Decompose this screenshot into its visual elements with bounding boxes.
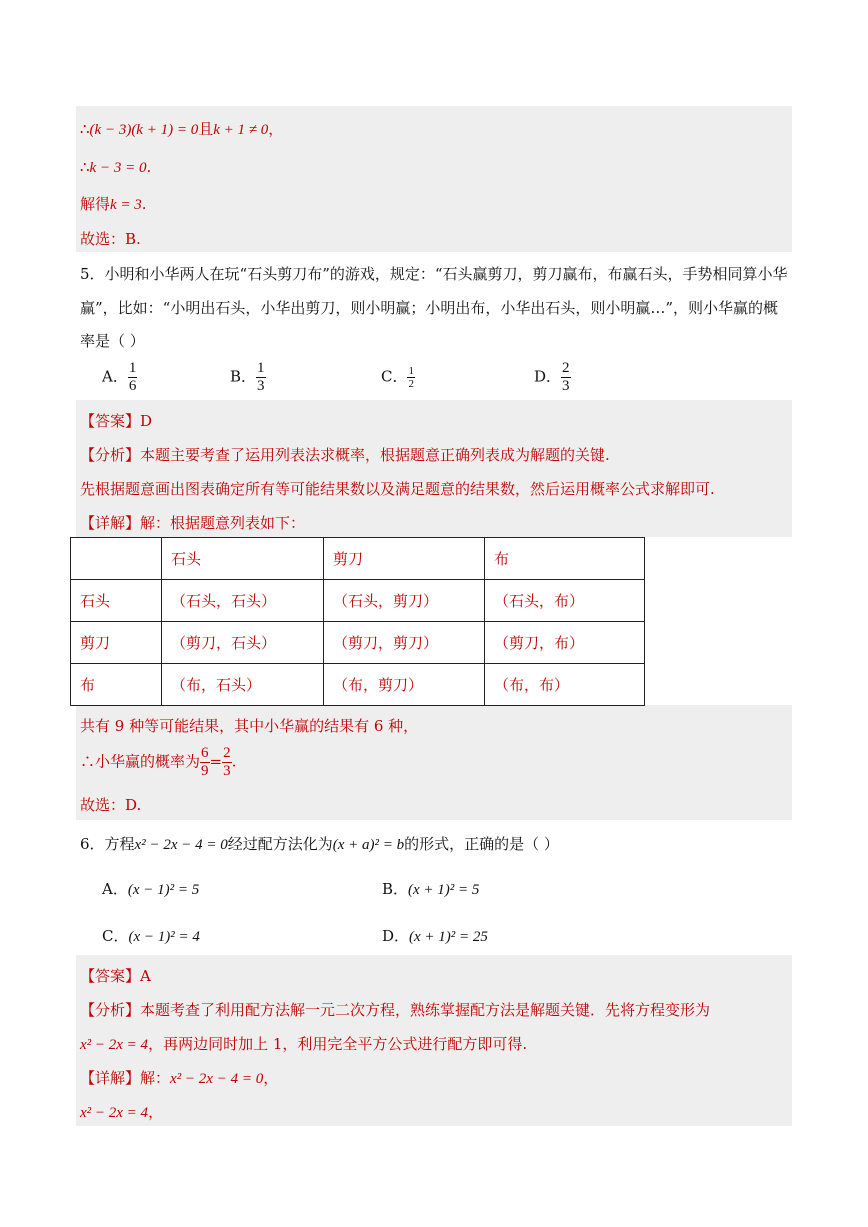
detail — [80, 512, 305, 533]
detail: 【详解】解：x² − 2x − 4 = 0， — [80, 1069, 279, 1087]
option-expression: (x + 1)² = 5 — [408, 882, 480, 898]
stem-middle: 经过配方法化为 — [227, 835, 333, 853]
option-expression: (x − 1)² = 5 — [127, 882, 200, 898]
denominator: 2 — [408, 378, 414, 390]
solution-step-1: ∴(k − 3)(k + 1) = 0且k + 1 ≠ 0， — [80, 120, 284, 138]
option-letter: D． — [382, 927, 410, 945]
analysis — [80, 999, 710, 1020]
table-cell: （剪刀，石头） — [162, 622, 324, 664]
detail-text: 解： — [140, 1069, 171, 1087]
equation: x² − 2x = 4 — [80, 1037, 149, 1053]
final-choice: 故选：B. — [80, 230, 141, 248]
result-count: 共有 9 种等可能结果，其中小华赢的结果有 6 种， — [80, 717, 419, 735]
question-6-stem — [80, 833, 559, 854]
equation: (k − 3)(k + 1) = 0 — [89, 122, 199, 138]
stem-prefix: 6．方程 — [80, 835, 135, 853]
equation: x² − 2x − 4 = 0 — [170, 1071, 264, 1087]
table-cell: （石头，剪刀） — [324, 580, 485, 622]
table-header-cell — [71, 538, 162, 580]
table-row — [71, 580, 645, 622]
step-prefix: 解得 — [80, 195, 111, 213]
detail-label: 【详解】 — [80, 514, 141, 532]
equation: (x + a)² = b — [332, 837, 405, 853]
probability-line — [80, 745, 236, 780]
analysis-text: 本题主要考查了运用列表法求概率，根据题意正确列表成为解题的关键. — [140, 446, 610, 464]
table-cell: （石头，石头） — [162, 580, 324, 622]
option-c — [102, 925, 200, 946]
analysis-line-2 — [80, 1033, 527, 1054]
table-cell: （布，布） — [485, 664, 645, 706]
option-d — [382, 925, 488, 946]
option-letter: A． — [102, 367, 128, 386]
table-cell: （布，剪刀） — [324, 664, 485, 706]
analysis-text-2: ，再两边同时加上 1，利用完全平方公式进行配方即可得. — [148, 1035, 528, 1053]
question-5-stem-line3: 率是（ ） — [80, 332, 145, 350]
option-d — [534, 360, 571, 395]
equation: x² − 2x = 4 — [80, 1105, 149, 1121]
option-expression: (x − 1)² = 4 — [128, 929, 200, 945]
option-expression: (x + 1)² = 25 — [409, 929, 488, 945]
denominator: 3 — [257, 378, 265, 394]
option-a — [102, 878, 199, 899]
fraction — [561, 360, 571, 395]
option-letter: C． — [102, 927, 129, 945]
stem-suffix: 的形式，正确的是（ ） — [404, 835, 559, 853]
fraction — [256, 360, 266, 395]
table-cell: （剪刀，布） — [485, 622, 645, 664]
numerator: 1 — [257, 360, 265, 376]
row-label: 石头 — [71, 580, 162, 622]
table-header-cell: 剪刀 — [324, 538, 485, 580]
fraction — [407, 365, 415, 390]
fraction — [128, 360, 138, 395]
option-letter: B． — [230, 367, 257, 386]
conjunction: 且 — [198, 120, 214, 138]
period: . — [231, 752, 237, 771]
analysis-label: 【分析】 — [80, 446, 141, 464]
row-label: 布 — [71, 664, 162, 706]
option-a — [102, 360, 137, 395]
option-letter: D． — [534, 367, 562, 386]
probability-prefix: ∴小华赢的概率为 — [80, 752, 201, 771]
equation: k = 3 — [110, 197, 142, 213]
fraction — [222, 745, 232, 780]
option-letter: A． — [102, 880, 128, 898]
denominator: 6 — [128, 378, 137, 394]
detail-step-2: x² − 2x = 4， — [80, 1103, 164, 1121]
answer-label: 【答案】A — [80, 967, 151, 985]
analysis — [80, 444, 610, 465]
detail-text: 解：根据题意列表如下： — [140, 514, 306, 532]
solution-step-3: 解得k = 3. — [80, 195, 147, 213]
table-header-cell: 石头 — [162, 538, 324, 580]
equation: k − 3 = 0 — [89, 160, 147, 176]
table-header-row — [71, 538, 645, 580]
option-c — [381, 365, 415, 390]
numerator: 2 — [223, 745, 231, 761]
outcome-table — [70, 537, 645, 706]
table-row — [71, 622, 645, 664]
question-5-stem-line1: 5．小明和小华两人在玩“石头剪刀布”的游戏，规定：“石头赢剪刀，剪刀赢布，布赢石头，手势相同算小华 — [80, 265, 788, 283]
answer-label: 【答案】D — [80, 412, 153, 430]
analysis-text: 本题考查了利用配方法解一元二次方程，熟练掌握配方法是解题关键．先将方程变形为 — [140, 1001, 711, 1019]
table-cell: （石头，布） — [485, 580, 645, 622]
numerator: 1 — [128, 360, 137, 376]
analysis-label: 【分析】 — [80, 1001, 141, 1019]
numerator: 2 — [562, 360, 570, 376]
option-b — [382, 878, 479, 899]
row-label: 剪刀 — [71, 622, 162, 664]
table-cell: （剪刀，剪刀） — [324, 622, 485, 664]
final-choice: 故选：D. — [80, 796, 142, 814]
equals-sign: = — [209, 752, 223, 771]
question-5-stem-line2: 赢”，比如：“小明出石头，小华出剪刀，则小明赢；小明出布，小华出石头，则小明赢…”，则小华赢的概 — [80, 299, 779, 317]
solution-step-2: ∴k − 3 = 0. — [80, 158, 152, 176]
table-header-cell: 布 — [485, 538, 645, 580]
fraction — [200, 745, 210, 780]
option-b — [230, 360, 266, 395]
equation: x² − 2x − 4 = 0 — [134, 837, 228, 853]
denominator: 3 — [223, 763, 231, 779]
numerator: 1 — [408, 365, 414, 377]
denominator: 9 — [201, 763, 209, 779]
option-letter: C． — [381, 367, 408, 386]
denominator: 3 — [562, 378, 570, 394]
table-row — [71, 664, 645, 706]
condition: k + 1 ≠ 0 — [213, 122, 269, 138]
numerator: 6 — [201, 745, 209, 761]
analysis-text-2: 先根据题意画出图表确定所有等可能结果数以及满足题意的结果数，然后运用概率公式求解即可. — [80, 480, 715, 498]
detail-label: 【详解】 — [80, 1069, 141, 1087]
option-letter: B． — [382, 880, 409, 898]
table-cell: （布，石头） — [162, 664, 324, 706]
